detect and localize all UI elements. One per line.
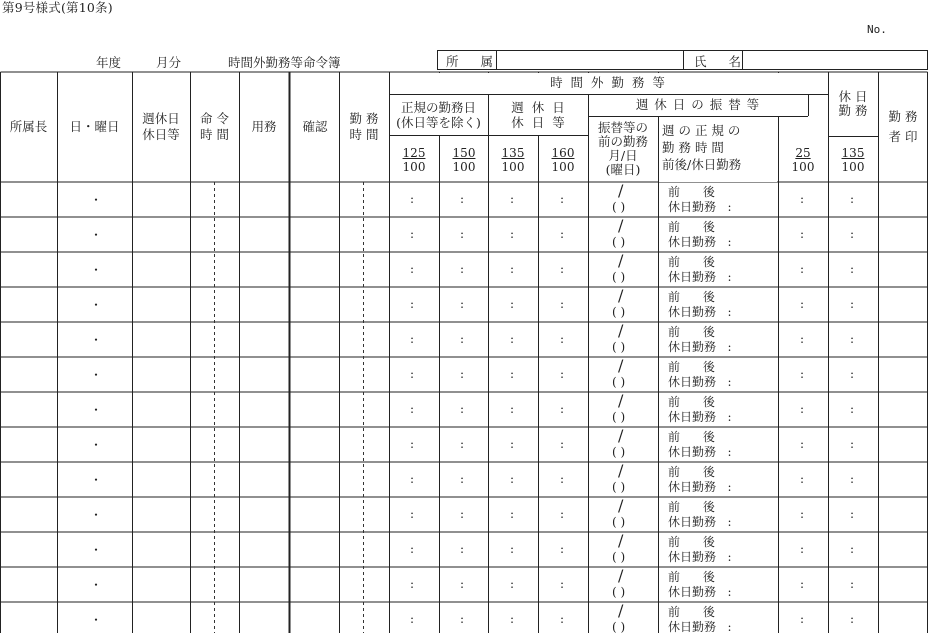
col-worker-seal: 勤 務 者 印 — [888, 109, 918, 144]
row-holiday-work: 休日勤務 : — [668, 235, 732, 249]
col-work-hours: 勤 務 時 間 — [349, 111, 379, 142]
row-holiday-work: 休日勤務 : — [668, 620, 732, 634]
row-holiday-work: 休日勤務 : — [668, 515, 732, 529]
row-time-colon: : — [460, 227, 465, 241]
row-time-colon: : — [800, 192, 805, 206]
row-time-colon: : — [850, 332, 855, 346]
row-weekday-paren: ( ) — [612, 620, 626, 634]
row-time-colon: : — [410, 437, 415, 451]
row-time-colon: : — [510, 297, 515, 311]
row-time-colon: : — [410, 192, 415, 206]
row-date-slash: / — [618, 216, 624, 235]
col-substitution-group: 週 休 日 の 振 替 等 — [635, 97, 761, 112]
row-time-colon: : — [800, 437, 805, 451]
row-day-dot: ・ — [90, 543, 103, 557]
row-day-dot: ・ — [90, 613, 103, 627]
row-time-colon: : — [560, 262, 565, 276]
col-regular-workday: 正規の勤務日 (休日等を除く) — [396, 100, 481, 130]
row-weekday-paren: ( ) — [612, 340, 626, 354]
number-label: No. — [867, 23, 887, 36]
row-before-after: 前 後 — [668, 325, 715, 339]
rate-125: $\frac{125}{100}$ — [402, 146, 426, 174]
row-time-colon: : — [800, 262, 805, 276]
row-date-slash: / — [618, 566, 624, 585]
row-holiday-work: 休日勤務 : — [668, 445, 732, 459]
row-before-after: 前 後 — [668, 395, 715, 409]
row-before-after: 前 後 — [668, 185, 715, 199]
row-time-colon: : — [850, 367, 855, 381]
row-time-colon: : — [800, 612, 805, 626]
row-before-after: 前 後 — [668, 535, 715, 549]
affiliation-label: 所 属 — [446, 54, 502, 69]
row-date-slash: / — [618, 356, 624, 375]
row-time-colon: : — [800, 332, 805, 346]
row-time-colon: : — [410, 227, 415, 241]
row-day-dot: ・ — [90, 333, 103, 347]
row-time-colon: : — [850, 542, 855, 556]
form-title: 第9号様式(第10条) — [2, 0, 113, 15]
row-weekday-paren: ( ) — [612, 480, 626, 494]
row-time-colon: : — [460, 542, 465, 556]
row-time-colon: : — [850, 577, 855, 591]
row-time-colon: : — [460, 402, 465, 416]
row-time-colon: : — [800, 542, 805, 556]
col-day-weekday: 日・曜日 — [69, 119, 120, 134]
row-time-colon: : — [510, 577, 515, 591]
row-before-after: 前 後 — [668, 255, 715, 269]
row-time-colon: : — [460, 262, 465, 276]
col-overtime-group: 時 間 外 勤 務 等 — [550, 75, 667, 90]
row-time-colon: : — [410, 577, 415, 591]
row-time-colon: : — [510, 367, 515, 381]
row-time-colon: : — [850, 192, 855, 206]
row-date-slash: / — [618, 426, 624, 445]
row-day-dot: ・ — [90, 403, 103, 417]
row-time-colon: : — [460, 437, 465, 451]
row-time-colon: : — [460, 192, 465, 206]
row-time-colon: : — [800, 367, 805, 381]
row-time-colon: : — [410, 367, 415, 381]
row-date-slash: / — [618, 391, 624, 410]
fiscal-year-label: 年度 — [96, 55, 122, 70]
row-before-after: 前 後 — [668, 360, 715, 374]
month-label: 月分 — [156, 55, 182, 70]
row-date-slash: / — [618, 601, 624, 620]
row-date-slash: / — [618, 461, 624, 480]
row-time-colon: : — [510, 612, 515, 626]
row-time-colon: : — [410, 472, 415, 486]
row-time-colon: : — [410, 297, 415, 311]
col-confirmation: 確認 — [302, 119, 328, 134]
row-weekday-paren: ( ) — [612, 445, 626, 459]
col-weekly-off: 週 休 日 休 日 等 — [511, 100, 565, 130]
col-director: 所属長 — [9, 119, 48, 134]
row-time-colon: : — [850, 437, 855, 451]
row-day-dot: ・ — [90, 263, 103, 277]
row-time-colon: : — [850, 402, 855, 416]
row-before-after: 前 後 — [668, 605, 715, 619]
row-time-colon: : — [460, 577, 465, 591]
row-time-colon: : — [460, 472, 465, 486]
col-regular-hours: 週 の 正 規 の 勤 務 時 間 前後/休日勤務 — [662, 123, 742, 172]
row-time-colon: : — [510, 542, 515, 556]
row-time-colon: : — [850, 297, 855, 311]
row-time-colon: : — [560, 472, 565, 486]
row-holiday-work: 休日勤務 : — [668, 340, 732, 354]
row-holiday-work: 休日勤務 : — [668, 585, 732, 599]
row-holiday-work: 休日勤務 : — [668, 305, 732, 319]
row-weekday-paren: ( ) — [612, 235, 626, 249]
row-date-slash: / — [618, 286, 624, 305]
row-weekday-paren: ( ) — [612, 550, 626, 564]
row-day-dot: ・ — [90, 228, 103, 242]
row-time-colon: : — [460, 297, 465, 311]
row-time-colon: : — [510, 402, 515, 416]
col-weekly-holiday: 週休日 休日等 — [142, 111, 180, 142]
row-date-slash: / — [618, 251, 624, 270]
row-time-colon: : — [460, 367, 465, 381]
row-time-colon: : — [560, 297, 565, 311]
row-holiday-work: 休日勤務 : — [668, 200, 732, 214]
row-time-colon: : — [460, 507, 465, 521]
row-time-colon: : — [410, 542, 415, 556]
row-day-dot: ・ — [90, 368, 103, 382]
col-before-substitution: 振替等の 前の勤務 月/日 (曜日) — [597, 120, 648, 177]
row-time-colon: : — [410, 332, 415, 346]
register-title: 時間外勤務等命令簿 — [228, 55, 341, 70]
row-time-colon: : — [410, 262, 415, 276]
row-before-after: 前 後 — [668, 500, 715, 514]
row-holiday-work: 休日勤務 : — [668, 480, 732, 494]
row-weekday-paren: ( ) — [612, 585, 626, 599]
row-time-colon: : — [460, 612, 465, 626]
row-day-dot: ・ — [90, 508, 103, 522]
row-time-colon: : — [410, 402, 415, 416]
rate-135-holiday: $\frac{135}{100}$ — [841, 146, 865, 174]
col-business: 用務 — [251, 119, 277, 134]
row-date-slash: / — [618, 531, 624, 550]
row-weekday-paren: ( ) — [612, 270, 626, 284]
row-before-after: 前 後 — [668, 290, 715, 304]
row-day-dot: ・ — [90, 193, 103, 207]
row-time-colon: : — [800, 577, 805, 591]
row-weekday-paren: ( ) — [612, 375, 626, 389]
row-time-colon: : — [560, 192, 565, 206]
row-time-colon: : — [460, 332, 465, 346]
row-time-colon: : — [560, 542, 565, 556]
row-time-colon: : — [850, 612, 855, 626]
row-day-dot: ・ — [90, 578, 103, 592]
row-date-slash: / — [618, 181, 624, 200]
row-time-colon: : — [510, 192, 515, 206]
row-day-dot: ・ — [90, 438, 103, 452]
row-holiday-work: 休日勤務 : — [668, 375, 732, 389]
row-day-dot: ・ — [90, 298, 103, 312]
row-time-colon: : — [510, 437, 515, 451]
row-before-after: 前 後 — [668, 220, 715, 234]
row-time-colon: : — [800, 472, 805, 486]
row-time-colon: : — [510, 507, 515, 521]
row-time-colon: : — [510, 472, 515, 486]
row-holiday-work: 休日勤務 : — [668, 270, 732, 284]
col-holiday-work: 休 日 勤 務 — [838, 89, 868, 118]
row-time-colon: : — [410, 507, 415, 521]
row-day-dot: ・ — [90, 473, 103, 487]
row-date-slash: / — [618, 496, 624, 515]
row-holiday-work: 休日勤務 : — [668, 410, 732, 424]
row-time-colon: : — [850, 262, 855, 276]
row-time-colon: : — [850, 472, 855, 486]
row-time-colon: : — [800, 507, 805, 521]
row-weekday-paren: ( ) — [612, 200, 626, 214]
row-weekday-paren: ( ) — [612, 410, 626, 424]
row-time-colon: : — [510, 332, 515, 346]
row-time-colon: : — [560, 332, 565, 346]
rate-135: $\frac{135}{100}$ — [501, 146, 525, 174]
row-time-colon: : — [560, 367, 565, 381]
name-label: 氏 名 — [694, 54, 750, 69]
row-time-colon: : — [510, 227, 515, 241]
row-time-colon: : — [800, 297, 805, 311]
row-weekday-paren: ( ) — [612, 515, 626, 529]
row-time-colon: : — [800, 402, 805, 416]
rate-160: $\frac{160}{100}$ — [551, 146, 575, 174]
row-time-colon: : — [560, 437, 565, 451]
rate-150: $\frac{150}{100}$ — [452, 146, 476, 174]
col-order-time: 命 令 時 間 — [200, 111, 229, 142]
row-time-colon: : — [560, 612, 565, 626]
row-time-colon: : — [850, 507, 855, 521]
row-before-after: 前 後 — [668, 465, 715, 479]
row-holiday-work: 休日勤務 : — [668, 550, 732, 564]
row-time-colon: : — [560, 402, 565, 416]
row-weekday-paren: ( ) — [612, 305, 626, 319]
row-time-colon: : — [800, 227, 805, 241]
row-time-colon: : — [560, 507, 565, 521]
row-date-slash: / — [618, 321, 624, 340]
row-time-colon: : — [850, 227, 855, 241]
row-time-colon: : — [560, 227, 565, 241]
row-time-colon: : — [560, 577, 565, 591]
row-before-after: 前 後 — [668, 430, 715, 444]
row-time-colon: : — [410, 612, 415, 626]
row-before-after: 前 後 — [668, 570, 715, 584]
row-time-colon: : — [510, 262, 515, 276]
rate-25: $\frac{25}{100}$ — [791, 146, 815, 174]
